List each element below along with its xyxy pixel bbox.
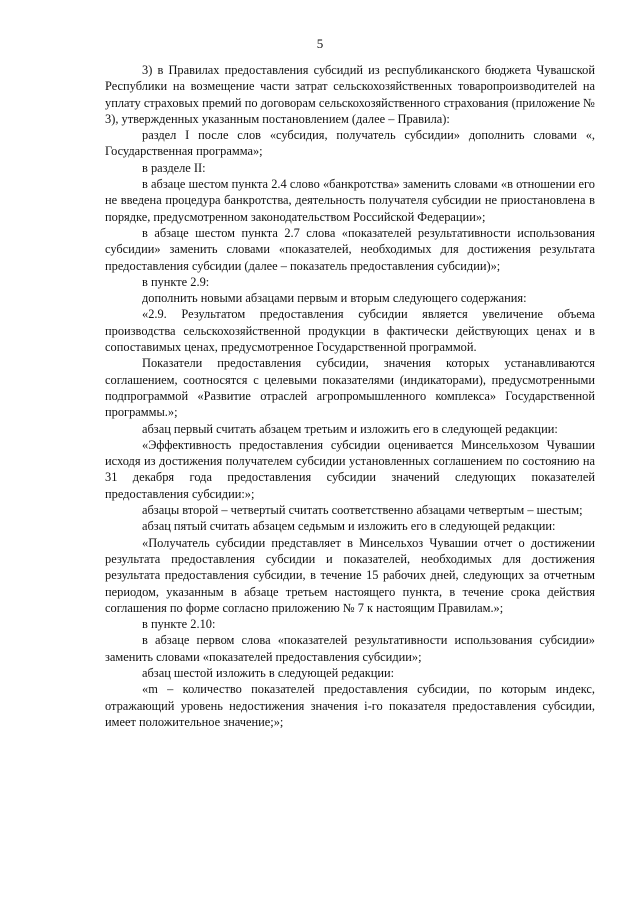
paragraph: абзац первый считать абзацем третьим и изложить его в следующей редакции: bbox=[142, 421, 558, 436]
paragraph: «Получатель субсидии представляет в Минсельхоз Чувашии отчет о достижении результата предоставления субсидии и показателей, необходимых для достижения результата предоставления субсидии, в течение 15 рабочих дней, следующих за отчетным периодом, указанным в абзаце третьем настоящего пункта, в течение срока действия соглашения по форме согласно приложению № 7 к настоящим Правилам.»; bbox=[105, 535, 595, 615]
paragraph: абзацы второй – четвертый считать соответственно абзацами четвертым – шестым; bbox=[142, 503, 583, 518]
paragraph: «m – количество показателей предоставления субсидии, по которым индекс, отражающий уровень недостижения значения i-го показателя предоставления субсидии, имеет положительное значение;»; bbox=[105, 682, 595, 729]
paragraph: абзац шестой изложить в следующей редакции: bbox=[142, 665, 395, 680]
paragraph: в пункте 2.10: bbox=[142, 617, 216, 632]
paragraph: в абзаце шестом пункта 2.7 слова «показателей результативности использования субсидии» заменить словами «показателей, необходимых для достижения результата предоставления субсидии (далее – показатель предоставления субсидии)»; bbox=[105, 225, 595, 273]
paragraph: 3) в Правилах предоставления субсидий из республиканского бюджета Чувашской Республики на возмещение части затрат сельскохозяйственных товаропроизводителей на уплату страховых премий по договорам сельскохозяйственного страхования (приложение № 3), утвержденных указанным постановлением (далее – Правила): bbox=[105, 63, 595, 126]
paragraph: в пункте 2.9: bbox=[142, 274, 210, 289]
paragraph: абзац пятый считать абзацем седьмым и изложить его в следующей редакции: bbox=[142, 519, 556, 534]
paragraph: в разделе II: bbox=[142, 160, 206, 175]
document-body bbox=[105, 62, 595, 730]
paragraph: «Эффективность предоставления субсидии оценивается Минсельхозом Чувашии исходя из достижения получателем субсидии установленных соглашением по состоянию на 31 декабря года предоставления субсидии значений следующих показателей предоставления субсидии:»; bbox=[105, 437, 595, 501]
paragraph: в абзаце шестом пункта 2.4 слово «банкротства» заменить словами «в отношении его не введена процедура банкротства, деятельность получателя субсидии не приостановлена в порядке, предусмотренном законодательством Российской Федерации»; bbox=[105, 177, 595, 224]
page-number: 5 bbox=[316, 36, 324, 51]
paragraph: «2.9. Результатом предоставления субсидии является увеличение объема производства сельскохозяйственной продукции в фактически действующих ценах и в сопоставимых ценах, предусмотренное Государственной программой. bbox=[105, 307, 595, 355]
paragraph: в абзаце первом слова «показателей результативности использования субсидии» заменить словами «показателей предоставления субсидии»; bbox=[105, 633, 595, 664]
paragraph: дополнить новыми абзацами первым и вторым следующего содержания: bbox=[142, 291, 527, 306]
paragraph: раздел I после слов «субсидия, получатель субсидии» дополнить словами «, Государственная программа»; bbox=[105, 128, 595, 159]
paragraph: Показатели предоставления субсидии, значения которых устанавливаются соглашением, соотносятся с целевыми показателями (индикаторами), предусмотренными подпрограммой «Развитие отраслей агропромышленного комплекса» Государственной программы.»; bbox=[105, 356, 595, 420]
